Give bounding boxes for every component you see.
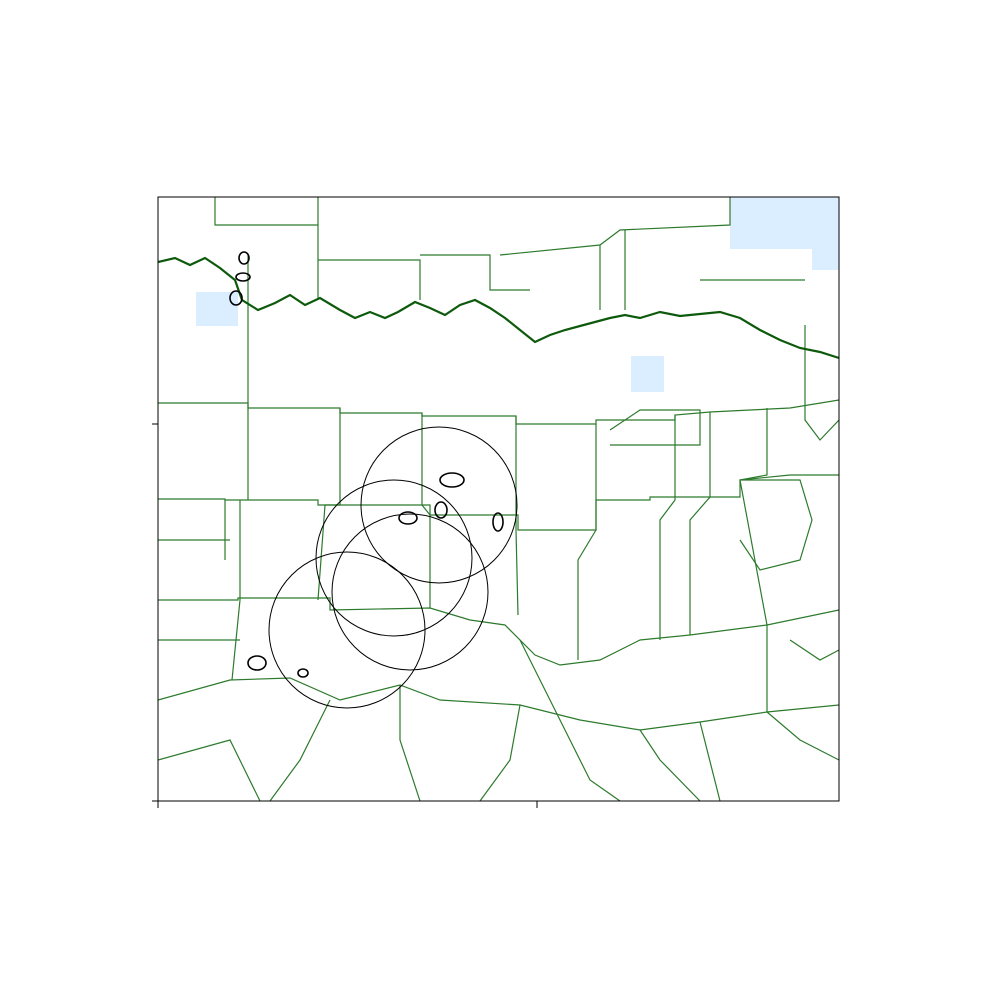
contour <box>440 473 464 487</box>
contour <box>493 513 503 531</box>
county-line <box>578 424 596 660</box>
county-line <box>660 415 675 640</box>
county-line <box>215 197 318 300</box>
shaded-flow-areas <box>196 197 839 392</box>
county-line <box>318 408 340 600</box>
county-line <box>158 400 839 424</box>
contour <box>298 669 308 677</box>
contour <box>248 656 266 670</box>
county-line <box>158 705 520 801</box>
county-line <box>158 500 230 560</box>
county-line <box>610 410 700 445</box>
state-line <box>158 258 839 358</box>
county-line <box>422 413 430 608</box>
county-line <box>640 722 720 801</box>
county-line <box>740 480 812 570</box>
shade-area <box>196 292 238 326</box>
shade-area <box>631 356 664 392</box>
county-line <box>805 325 839 440</box>
axis-ticks <box>152 424 537 808</box>
county-line <box>270 685 420 801</box>
county-line <box>767 640 839 760</box>
radar-range-rings <box>269 427 517 708</box>
county-line <box>158 475 839 530</box>
county-line <box>420 255 530 290</box>
county-boundaries <box>158 197 839 801</box>
county-line <box>158 678 839 730</box>
county-line <box>318 197 420 300</box>
county-line <box>158 598 839 665</box>
shade-area <box>812 240 839 270</box>
county-line <box>500 197 730 255</box>
state-boundary <box>158 258 839 358</box>
county-line <box>158 640 620 801</box>
range-ring <box>269 552 425 708</box>
plot-frame <box>158 197 839 801</box>
